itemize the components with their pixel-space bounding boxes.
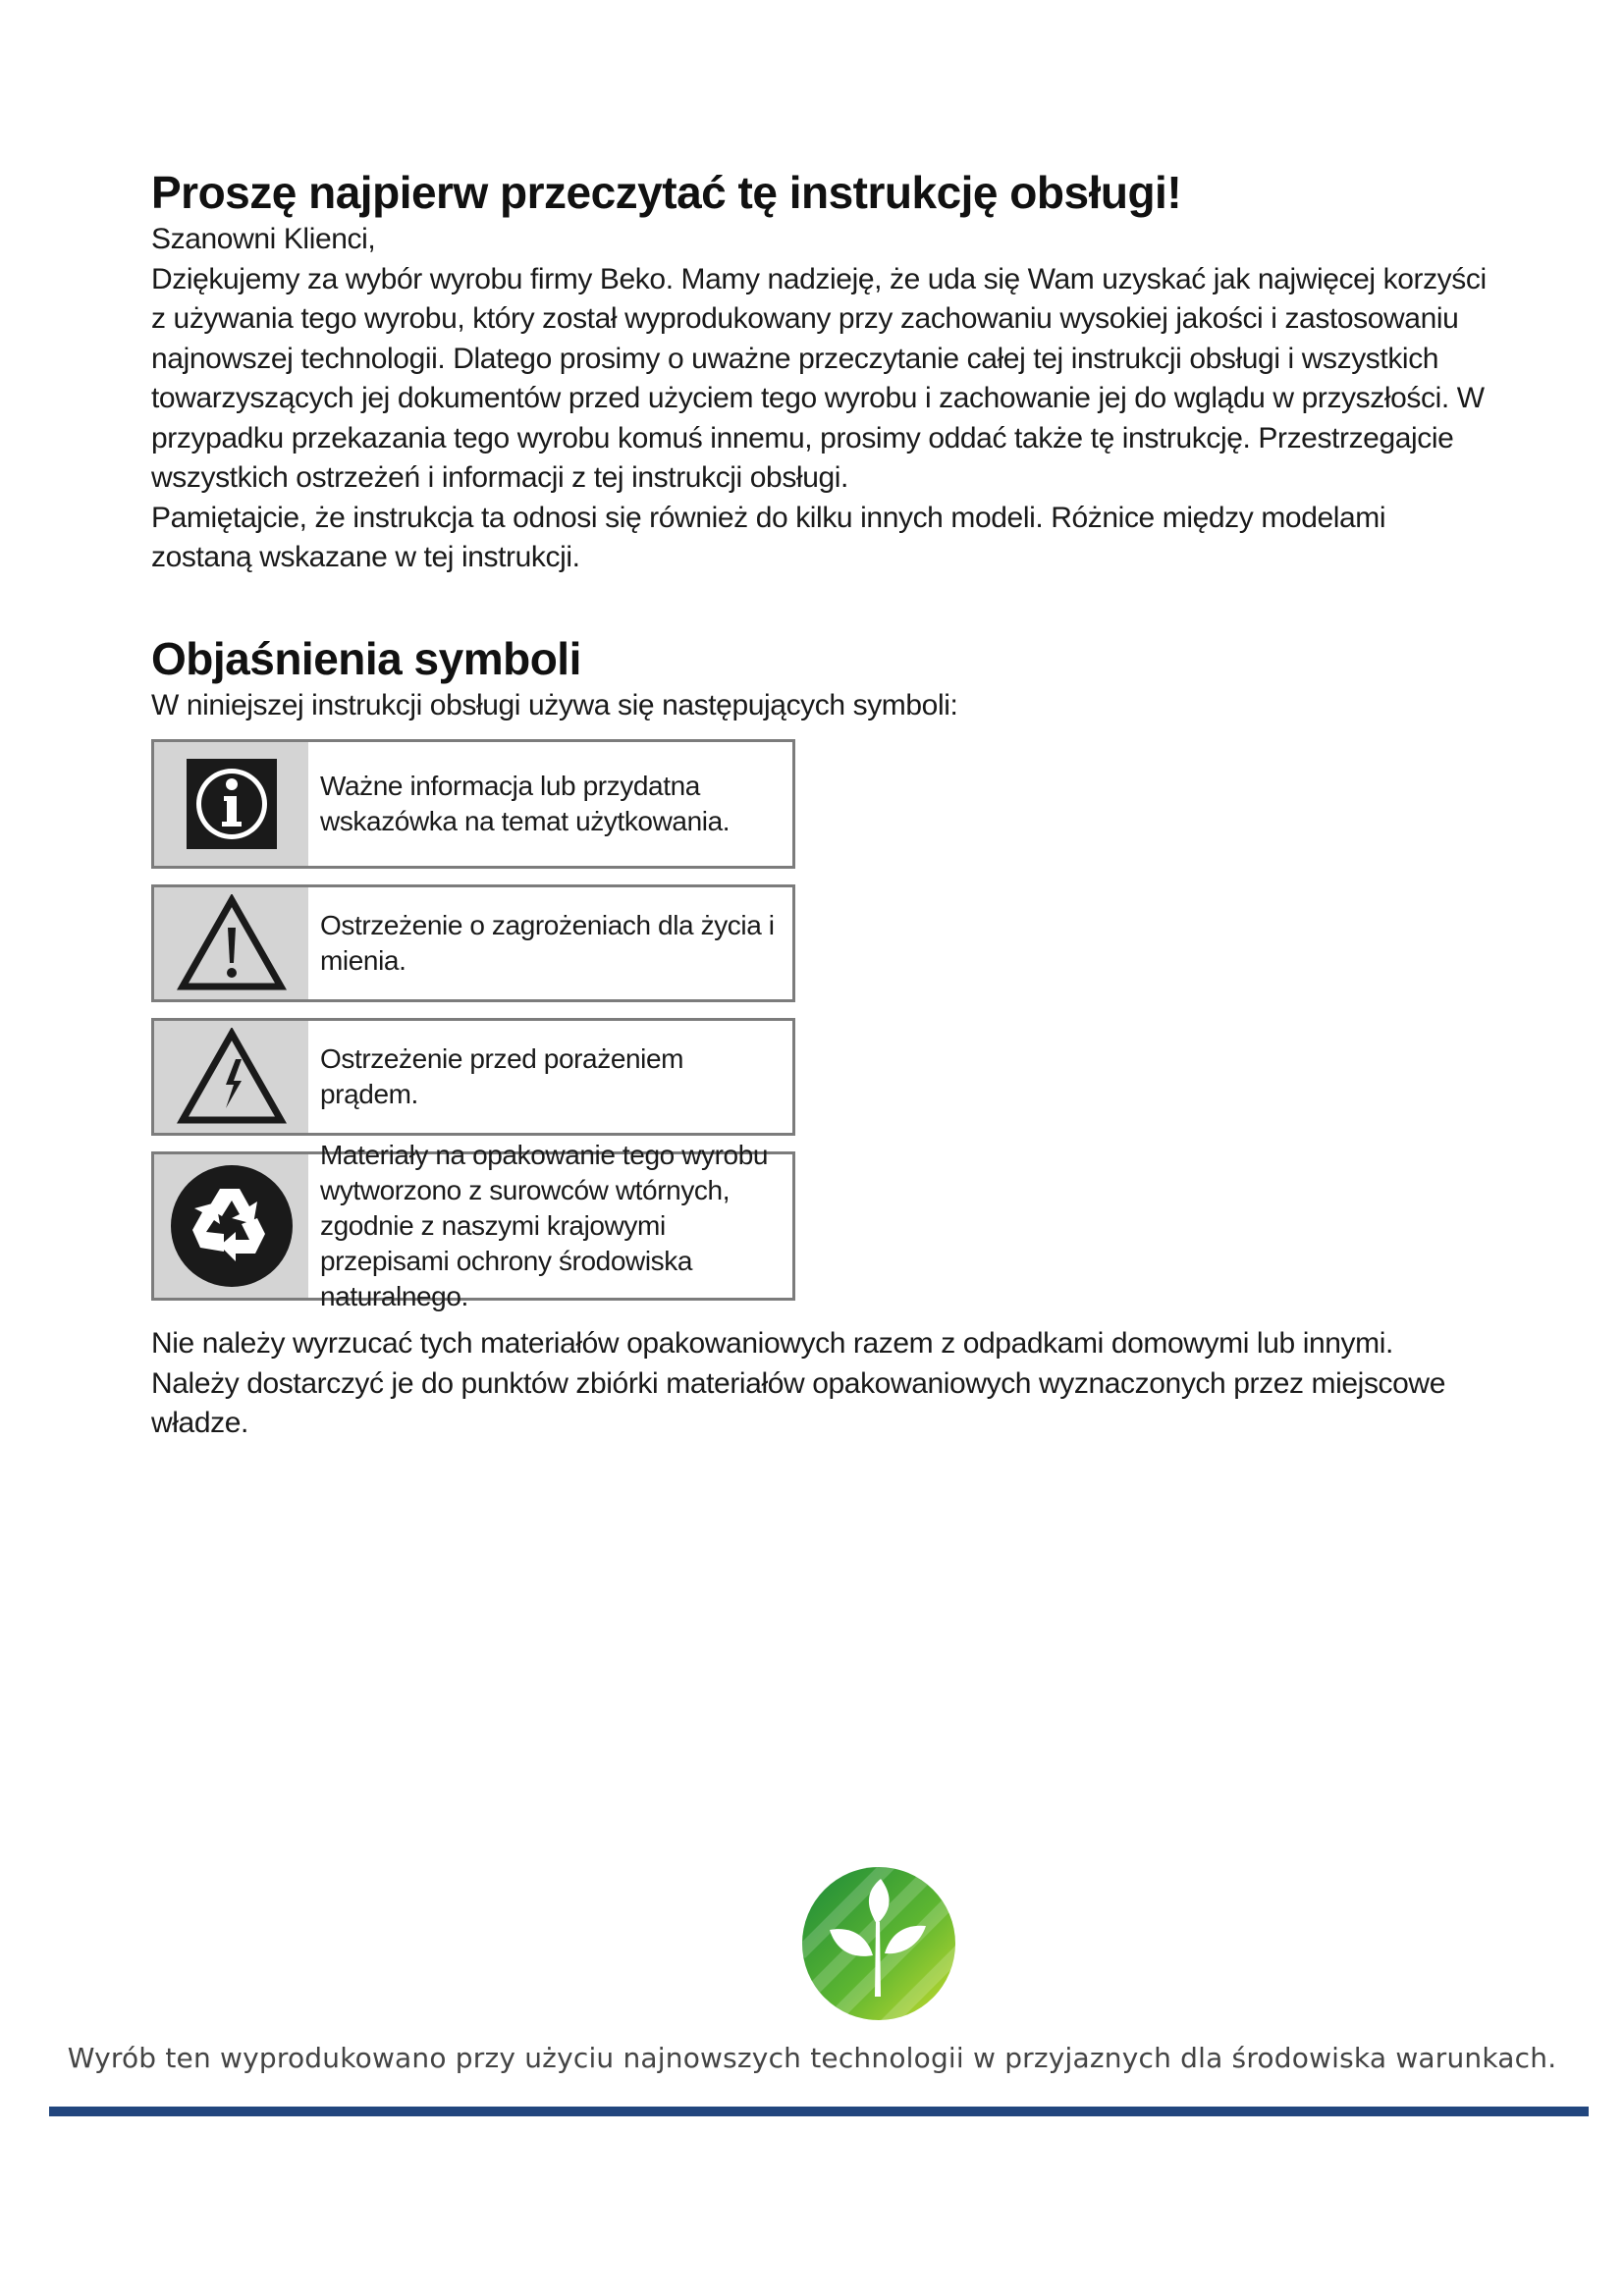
disposal-note: Nie należy wyrzucać tych materiałów opakowaniowych razem z odpadkami domowymi lub innymi. Należy dostarczyć je do punktów zbiórki materiałów opakowaniowych wyznaczonych przez miejscowe władze. [151,1327,1445,1439]
footer-text: Wyrób ten wyprodukowano przy użyciu najnowszych technologii w przyjaznych dla środowiska warunkach. [67,2042,1557,2074]
info-icon [154,742,308,866]
section-title: Objaśnienia symboli [151,632,581,684]
electric-shock-icon [154,1021,308,1133]
page-content [151,165,1487,1444]
symbol-row-warning [151,884,795,1002]
symbol-row-electric [151,1018,795,1136]
intro-paragraph: Dziękujemy za wybór wyrobu firmy Beko. Mamy nadzieję, że uda się Wam uzyskać jak najwięcej korzyści z używania tego wyrobu, który został wyprodukowany przy zachowaniu wysokiej jakości i zastosowaniu najnowszej technologii. Dlatego prosimy o uważne przeczytanie całej tej instrukcji obsługi i wszystkich towarzyszących jej dokumentów przed użyciem tego wyrobu i zachowanie jej do wglądu w przyszłości. W przypadku przekazania tego wyrobu komuś innemu, prosimy oddać także tę instrukcję. Przestrzegajcie wszystkich ostrzeżeń i informacji z tej instrukcji obsługi. [151,262,1487,494]
symbol-row-recycle [151,1140,795,1311]
symbol-text: Ostrzeżenie o zagrożeniach dla życia i mienia. [320,910,775,976]
page-title: Proszę najpierw przeczytać tę instrukcję obsługi! [151,167,1182,218]
footer-bar [49,2107,1589,2116]
greeting: Szanowni Klienci, [151,223,376,255]
recycle-icon [154,1154,308,1298]
symbol-text: Materiały na opakowanie tego wyrobu wytworzono z surowców wtórnych, zgodnie z naszymi krajowymi przepisami ochrony środowiska naturalnego. [320,1140,769,1311]
leaf-icon [800,1865,957,2022]
symbol-text: Ostrzeżenie przed porażeniem prądem. [320,1043,684,1109]
symbol-row-info [151,739,795,869]
warning-icon [154,887,308,999]
symbols-table [151,739,795,1311]
models-note-paragraph: Pamiętajcie, że instrukcja ta odnosi się również do kilku innych modeli. Różnice między modelami zostaną wskazane w tej instrukcji. [151,501,1386,573]
symbols-section [151,631,1487,1444]
symbols-lead: W niniejszej instrukcji obsługi używa się następujących symboli: [151,688,958,721]
symbol-text: Ważne informacja lub przydatna wskazówka na temat użytkowania. [320,771,731,836]
